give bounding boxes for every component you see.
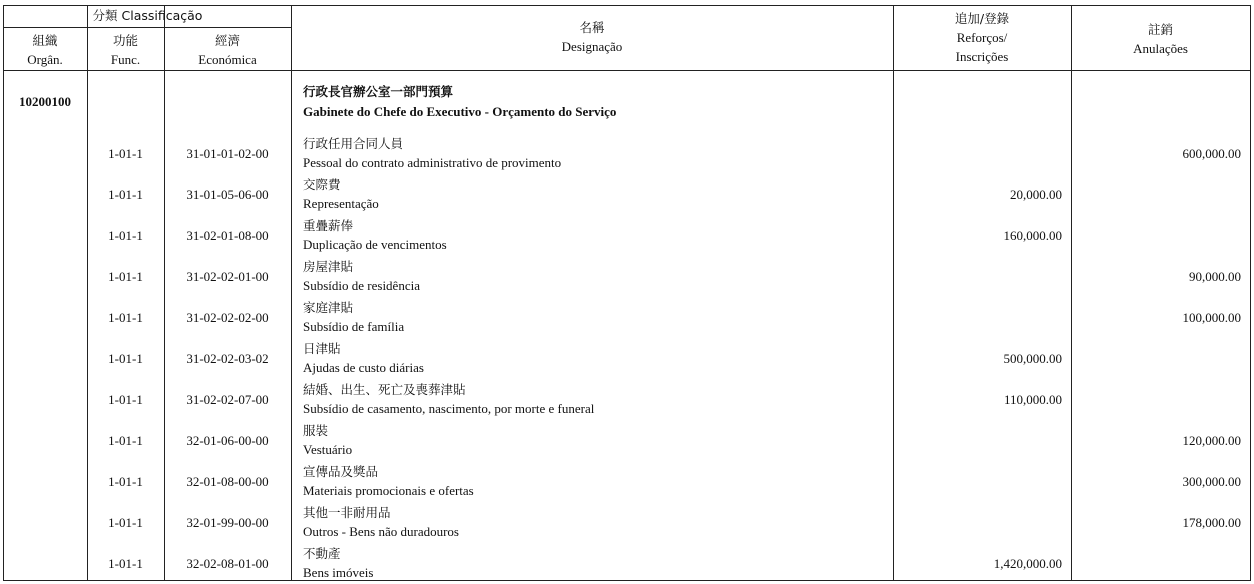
row-econ-code: 32-01-08-00-00 xyxy=(186,474,269,489)
row-annulment: 600,000.00 xyxy=(1182,146,1241,161)
row-name-zh: 行政任用合同人員 xyxy=(303,136,404,151)
organ-header: 組織 Orgân. xyxy=(27,33,63,67)
row-name-pt: Outros - Bens não duradouros xyxy=(303,524,459,539)
row-name-pt: Subsídio de família xyxy=(303,319,405,334)
row-econ-code: 32-02-08-01-00 xyxy=(186,556,269,571)
row-name-pt: Pessoal do contrato administrativo de provimento xyxy=(303,155,562,170)
row-name-zh: 房屋津貼 xyxy=(303,259,354,274)
row-name-zh: 宣傳品及獎品 xyxy=(303,464,379,479)
row-name-zh: 重疊薪俸 xyxy=(303,218,354,233)
row-func-code: 1-01-1 xyxy=(108,146,143,161)
row-reinforcement: 500,000.00 xyxy=(1003,351,1062,366)
classification-header: 分類 Classificação xyxy=(92,8,203,23)
row-econ-code: 31-02-02-03-02 xyxy=(186,351,269,366)
rule-designation xyxy=(893,5,894,581)
row-econ-code: 32-01-99-00-00 xyxy=(186,515,269,530)
row-name-pt: Duplicação de vencimentos xyxy=(303,237,447,252)
rule-func xyxy=(164,5,165,581)
row-name-zh: 家庭津貼 xyxy=(303,300,354,315)
row-func-code: 1-01-1 xyxy=(108,433,143,448)
row-name-zh: 不動產 xyxy=(303,546,341,561)
row-func-code: 1-01-1 xyxy=(108,556,143,571)
row-name-zh: 結婚、出生、死亡及喪葬津貼 xyxy=(303,382,466,397)
row-name-zh: 服裝 xyxy=(303,423,329,438)
annulments-header: 註銷 Anulações xyxy=(1133,22,1188,56)
row-name-zh: 交際費 xyxy=(303,177,341,192)
row-econ-code: 31-02-02-01-00 xyxy=(186,269,269,284)
section-title-pt: Gabinete do Chefe do Executivo - Orçamento do Serviço xyxy=(303,104,617,119)
row-reinforcement: 20,000.00 xyxy=(1010,187,1062,202)
row-func-code: 1-01-1 xyxy=(108,351,143,366)
row-annulment: 100,000.00 xyxy=(1182,310,1241,325)
row-econ-code: 31-01-05-06-00 xyxy=(186,187,269,202)
section-organ-code: 10200100 xyxy=(19,94,71,109)
row-name-zh: 日津貼 xyxy=(303,341,341,356)
row-econ-code: 31-02-02-07-00 xyxy=(186,392,269,407)
row-func-code: 1-01-1 xyxy=(108,187,143,202)
func-header: 功能 Func. xyxy=(110,33,141,67)
row-func-code: 1-01-1 xyxy=(108,474,143,489)
row-reinforcement: 1,420,000.00 xyxy=(993,556,1062,571)
rule-organ xyxy=(87,5,88,581)
row-name-zh: 其他一非耐用品 xyxy=(303,505,391,520)
row-econ-code: 31-02-02-02-00 xyxy=(186,310,269,325)
row-func-code: 1-01-1 xyxy=(108,310,143,325)
rule-reinforcements xyxy=(1071,5,1072,581)
row-func-code: 1-01-1 xyxy=(108,392,143,407)
rule-bottom xyxy=(3,580,1251,581)
reinforcements-header: 追加/登錄 Reforços/ Inscrições xyxy=(954,11,1010,64)
row-reinforcement: 110,000.00 xyxy=(1003,392,1062,407)
row-func-code: 1-01-1 xyxy=(108,269,143,284)
designation-header: 名稱 Designação xyxy=(561,20,623,54)
row-econ-code: 32-01-06-00-00 xyxy=(186,433,269,448)
econ-header: 經濟 Económica xyxy=(198,33,257,67)
row-annulment: 300,000.00 xyxy=(1182,474,1241,489)
row-name-pt: Vestuário xyxy=(303,442,353,457)
section-title-zh: 行政長官辦公室一部門預算 xyxy=(303,84,454,99)
row-econ-code: 31-02-01-08-00 xyxy=(186,228,269,243)
row-annulment: 178,000.00 xyxy=(1182,515,1241,530)
row-reinforcement: 160,000.00 xyxy=(1003,228,1062,243)
row-annulment: 120,000.00 xyxy=(1182,433,1241,448)
rule-header-bottom xyxy=(3,70,1251,71)
row-name-pt: Materiais promocionais e ofertas xyxy=(303,483,474,498)
rule-classification xyxy=(3,27,292,28)
row-name-pt: Bens imóveis xyxy=(303,565,374,580)
row-name-pt: Subsídio de residência xyxy=(303,278,420,293)
row-name-pt: Representação xyxy=(303,196,379,211)
row-func-code: 1-01-1 xyxy=(108,515,143,530)
row-func-code: 1-01-1 xyxy=(108,228,143,243)
row-annulment: 90,000.00 xyxy=(1189,269,1241,284)
rule-left xyxy=(3,5,4,581)
row-name-pt: Subsídio de casamento, nascimento, por morte e funeral xyxy=(303,401,595,416)
rule-econ xyxy=(291,5,292,581)
row-econ-code: 31-01-01-02-00 xyxy=(186,146,269,161)
rule-right xyxy=(1250,5,1251,581)
row-name-pt: Ajudas de custo diárias xyxy=(303,360,424,375)
